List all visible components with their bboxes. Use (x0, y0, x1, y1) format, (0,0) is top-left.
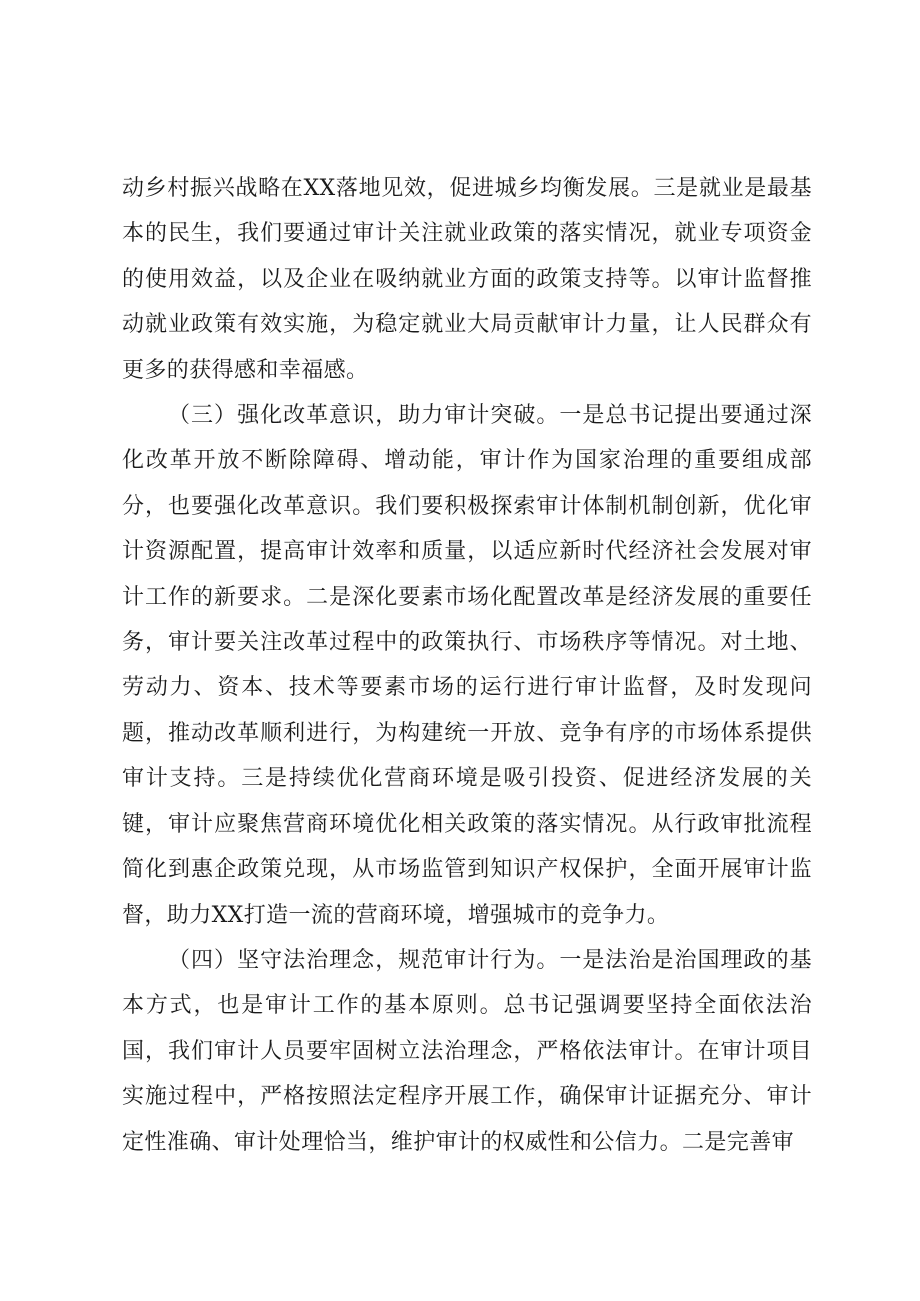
paragraph-section-3: （三）强化改革意识，助力审计突破。一是总书记提出要通过深化改革开放不断除障碍、增动能，审计作为国家治理的重要组成部分，也要强化改革意识。我们要积极探索审计体制机制创新，优化审计资源配置，提高审计效率和质量，以适应新时代经济社会发展对审计工作的新要求。二是深化要素市场化配置改革是经济发展的重要任务，审计要关注改革过程中的政策执行、市场秩序等情况。对土地、劳动力、资本、技术等要素市场的运行进行审计监督，及时发现问题，推动改革顺利进行，为构建统一开放、竞争有序的市场体系提供审计支持。三是持续优化营商环境是吸引投资、促进经济发展的关键，审计应聚焦营商环境优化相关政策的落实情况。从行政审批流程简化到惠企政策兑现，从市场监管到知识产权保护，全面开展审计监督，助力XX打造一流的营商环境，增强城市的竞争力。 (122, 403, 812, 928)
document-body (122, 166, 812, 1165)
paragraph-section-4: （四）坚守法治理念，规范审计行为。一是法治是治国理政的基本方式，也是审计工作的基本原则。总书记强调要坚持全面依法治国，我们审计人员要牢固树立法治理念，严格依法审计。在审计项目实施过程中，严格按照法定程序开展工作，确保审计证据充分、审计定性准确、审计处理恰当，维护审计的权威性和公信力。二是完善审 (122, 947, 812, 1155)
paragraph-continuation: 动乡村振兴战略在XX落地见效，促进城乡均衡发展。三是就业是最基本的民生，我们要通过审计关注就业政策的落实情况，就业专项资金的使用效益，以及企业在吸纳就业方面的政策支持等。以审计监督推动就业政策有效实施，为稳定就业大局贡献审计力量，让人民群众有更多的获得感和幸福感。 (122, 176, 812, 383)
